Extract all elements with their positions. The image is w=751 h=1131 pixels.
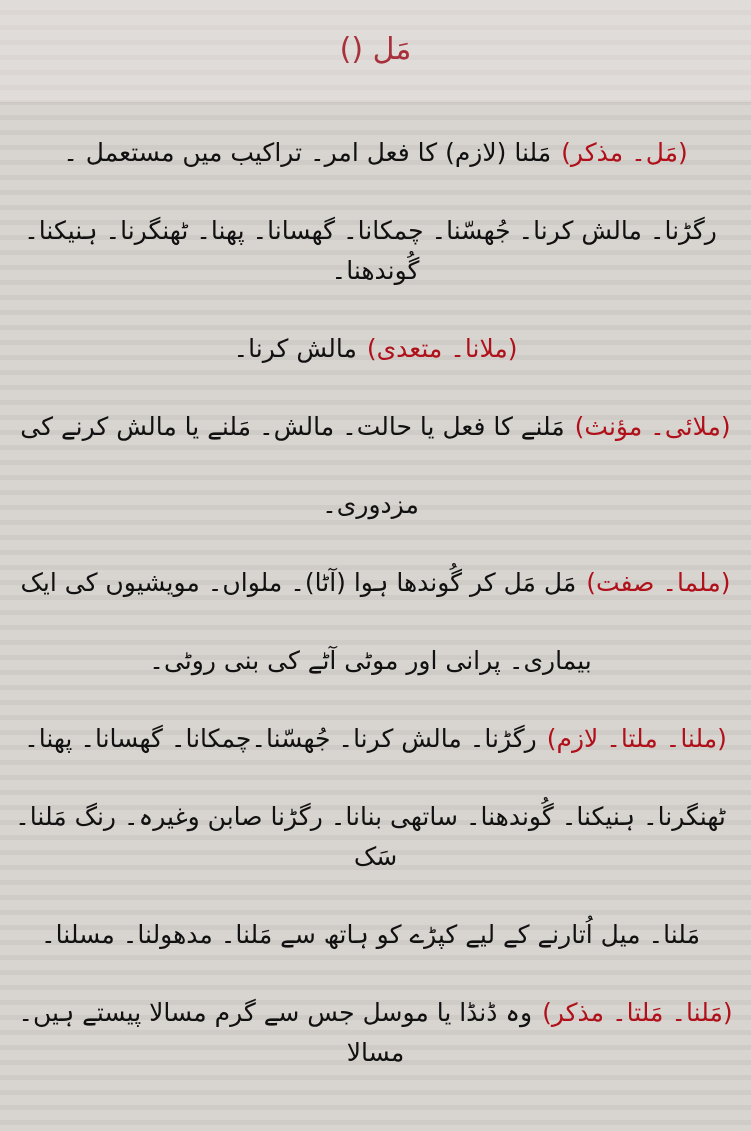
definition-line (12, 211, 739, 291)
definition-text: مالش کرنا۔ (233, 334, 357, 363)
definition-text: وہ ڈنڈا یا موسل جس سے گرم مسالا پیستے ہیں۔ مسالا (18, 998, 533, 1067)
grammar-label: (ملما۔ صفت) (586, 568, 731, 597)
dictionary-entry-body (0, 103, 751, 1131)
grammar-label: (ملنا۔ ملتا۔ لازم) (546, 724, 727, 753)
definition-text: مَلنا۔ میل اُتارنے کے لیے کپڑے کو ہاتھ سے مَلنا۔ مدھولنا۔ مسلنا۔ (41, 920, 700, 949)
definition-line (12, 407, 739, 447)
header-band (0, 0, 751, 103)
grammar-label: (مَل۔ مذکر) (561, 138, 688, 167)
grammar-label: (ملانا۔ متعدی) (366, 334, 518, 363)
definition-text: مَل مَل کر گُوندھا ہوا (آٹا)۔ ملواں۔ مویشیوں کی ایک (20, 568, 577, 597)
definition-line (12, 329, 739, 369)
entry-title: مَل () (339, 32, 412, 67)
definition-line (12, 133, 739, 173)
definition-line (12, 797, 739, 877)
definition-line (12, 563, 739, 603)
definition-text: بیماری۔ پرانی اور موٹی آٹے کی بنی روٹی۔ (149, 646, 592, 675)
definition-text: ٹھنگرنا۔ ہنیکنا۔ گُوندھنا۔ ساتھی بنانا۔ رگڑنا صابن وغیرہ۔ رنگ مَلنا۔ سَک (15, 802, 726, 871)
grammar-label: (ملائی۔ مؤنث) (574, 412, 731, 441)
definition-line (12, 641, 739, 681)
definition-text: رگڑنا۔ مالش کرنا۔ جُھسّنا۔چمکانا۔ گھسانا۔ پھنا۔ (24, 724, 537, 753)
grammar-label: (مَلنا۔ مَلتا۔ مذکر) (542, 998, 733, 1027)
definition-line (12, 719, 739, 759)
definition-text: مزدوری۔ (322, 490, 419, 519)
definition-text: مَلنے کا فعل یا حالت۔ مالش۔ مَلنے یا مالش کرنے کی (20, 412, 565, 441)
definition-text: رگڑنا۔ مالش کرنا۔ جُھسّنا۔ چمکانا۔ گھسانا۔ پھنا۔ ٹھنگرنا۔ ہنیکنا۔ گُوندھنا۔ (24, 216, 717, 285)
definition-text: مَلنا (لازم) کا فعل امر۔ تراکیب میں مستعمل ۔ (63, 138, 552, 167)
definition-line (12, 915, 739, 955)
definition-line (12, 485, 739, 525)
definition-line (12, 993, 739, 1073)
